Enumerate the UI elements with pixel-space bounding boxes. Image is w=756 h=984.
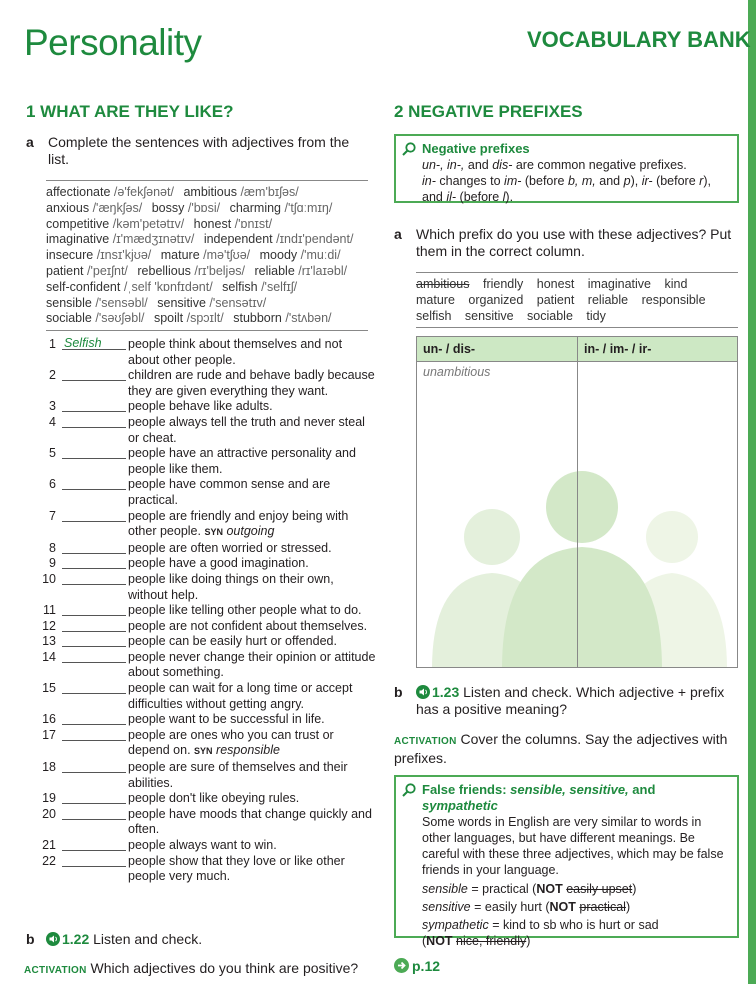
word-list-item [46,232,194,246]
word-pronunciation: /'bɒsi/ [187,200,221,215]
track-number: 1.23 [432,684,460,700]
word: reliable [254,263,295,278]
answer-blank[interactable] [62,838,126,851]
page-reference: p.12 [412,958,441,974]
exercise-1b-instruction: Listen and check. [93,931,203,947]
word-list-item [204,232,354,246]
table-header-un-dis: un- / dis- [417,337,577,361]
word: sensible [46,295,92,310]
sentence-text: people have moods that change quickly and often. [128,806,372,837]
exercise-1a-letter: a [26,134,34,150]
activation-label: ACTIVATION [394,736,457,747]
sentence-number: 18 [42,760,56,775]
sentence-text: people are not confident about themselves. [128,618,368,633]
word-list-item [161,248,250,262]
table-example-entry: unambitious [423,365,491,379]
sentence-row [40,368,376,399]
synonym-word: outgoing [226,524,275,539]
exercise-2b-letter: b [394,684,403,700]
answer-blank[interactable] [62,712,126,725]
answer-blank[interactable] [62,368,126,381]
word-list-item [157,296,266,310]
sentence-row [40,603,376,619]
answer-blank[interactable] [62,681,126,694]
sentence-number: 5 [49,446,56,461]
word-pronunciation: /'stʌbən/ [285,311,332,326]
word-list-item [260,248,341,262]
definition-sympathetic: sympathetic = kind to sb who is hurt or sad [422,918,659,932]
sentence-number: 2 [49,368,56,383]
activation-2 [394,731,740,767]
word-list-item [46,280,213,294]
word-list-item [152,201,220,215]
word-pronunciation: /'sensətɪv/ [209,295,267,310]
sentence-row [40,838,376,854]
word-list-item [46,217,184,231]
table-column-divider [577,337,578,667]
answer-blank[interactable] [62,541,126,554]
synonym-word: responsible [216,743,280,758]
sentence-row [40,399,376,415]
sentence-text: people have common sense and are practical. [128,477,331,507]
adjective-item: selfish [416,309,452,323]
sentence-text: people are ones who you can trust or depend on. [128,727,334,758]
word-pronunciation: /'peɪʃnt/ [87,263,128,278]
word-pronunciation: /ə'fekʃənət/ [113,185,174,199]
word: honest [193,216,232,231]
tip-title: Negative prefixes [422,141,530,156]
answer-blank[interactable] [62,556,126,569]
sentence-text: people have an attractive personality and people like them. [128,446,356,476]
sentence-text: people behave like adults. [128,399,273,414]
word: mature [160,248,200,263]
word-pronunciation: /spɔɪlt/ [186,311,224,326]
sentence-text: people always want to win. [128,838,277,852]
adjective-item: sociable [527,309,573,323]
sentence-row [40,854,376,885]
answer-blank[interactable] [62,477,126,490]
answer-blank[interactable] [62,572,126,585]
word: spoilt [153,311,184,326]
sentence-number: 8 [49,540,56,555]
negative-prefixes-tip [394,134,739,203]
word-list-item [254,264,347,278]
word-pronunciation: /ˌself 'kɒnfɪdənt/ [123,279,213,294]
sentence-row [40,509,376,541]
sentence-row [40,415,376,446]
sentence-row [40,634,376,650]
word-pronunciation: /'selfɪʃ/ [261,279,298,294]
answer-blank[interactable] [62,634,126,647]
word-list-item [222,280,297,294]
word-list-item [230,201,333,215]
prefix-adjective-list [416,272,738,328]
adjective-item: friendly [482,277,524,291]
exercise-2b-instruction: Listen and check. Which adjective + prefix has a positive meaning? [416,684,725,717]
activation-text: Which adjectives do you think are positive? [90,960,359,976]
sentence-text: people show that they love or like other people very much. [128,853,345,884]
word-pronunciation: /kəm'petətɪv/ [112,216,185,231]
sentence-text: people don't like obeying rules. [128,791,300,806]
synonym-label: SYN [204,527,223,538]
answer-blank[interactable] [62,760,126,773]
sentence-row [40,337,376,368]
word: anxious [46,200,90,215]
adjective-item: imaginative [587,277,652,291]
arrow-circle-icon [394,958,409,973]
sentence-row [40,477,376,508]
word: imaginative [46,232,110,247]
word-pronunciation: /rɪ'beljəs/ [194,263,245,278]
sentence-number: 12 [42,618,56,633]
activation-label: ACTIVATION [24,965,87,976]
audio-icon[interactable] [416,685,430,699]
word-pronunciation: /mə'tʃʊə/ [203,248,251,263]
sentence-row [40,728,376,760]
word-list-item [46,264,128,278]
sentence-number: 6 [49,477,56,492]
tip-line-2: in- changes to im- (before b, m, and p), ir- (before r), [422,174,711,188]
tip-line-3: and il- (before l). [422,190,514,204]
activation-1 [24,960,358,976]
sentence-text: people are often worried or stressed. [128,540,332,555]
word: selfish [222,279,258,294]
sentence-text: people like telling other people what to do. [128,603,362,618]
word: moody [259,248,298,263]
adjective-item: kind [664,277,688,291]
sentence-row [40,619,376,635]
sentence-text: people can be easily hurt or offended. [128,634,337,649]
sentence-number: 7 [49,508,56,523]
sentence-number: 13 [42,634,56,649]
adjective-item: mature [416,293,455,307]
sentence-row [40,791,376,807]
activation-text: Cover the columns. Say the adjectives with prefixes. [394,731,728,766]
answer-blank[interactable] [62,650,126,663]
adjective-item: honest [536,277,575,291]
sentence-row [40,446,376,477]
word: sensitive [157,295,206,310]
exercise-1b-line [46,931,202,947]
word: sociable [46,311,92,326]
sentence-text: people have a good imagination. [128,556,309,571]
adjective-item: patient [536,293,575,307]
exercise-2b-line [416,684,742,718]
magnifier-icon [402,783,416,797]
word: charming [229,200,282,215]
word-list-item [46,296,148,310]
exercise-1b-letter: b [26,931,35,947]
tip-line-1: un-, in-, and dis- are common negative prefixes. [422,158,687,172]
answer-blank[interactable] [62,619,126,632]
word-pronunciation: /ɪ'mædʒɪnətɪv/ [112,232,195,247]
word-pronunciation: /'ɒnɪst/ [234,216,273,231]
word-list-item [194,217,272,231]
sentence-text: people always tell the truth and never steal or cheat. [128,414,365,445]
word: patient [46,263,84,278]
sentence-number: 4 [49,414,56,429]
magnifier-icon [402,142,416,156]
word: rebellious [137,263,191,278]
word-list-item [46,185,174,199]
word-list-item [183,185,298,199]
word-pronunciation: /æm'bɪʃəs/ [240,185,299,199]
definition-sensible: sensible = practical (NOT easily upset) [422,882,637,896]
word-pronunciation: /'sensəbl/ [95,295,148,310]
answer-blank[interactable] [62,509,126,522]
answer-blank[interactable] [62,791,126,804]
word-list-item [46,248,151,262]
answer-blank[interactable] [62,399,126,412]
sentence-text: people want to be successful in life. [128,712,325,727]
sentence-text: people think about themselves and not about other people. [128,337,343,367]
sentence-number: 17 [42,727,56,742]
sentence-number: 19 [42,791,56,806]
answer-blank[interactable] [62,728,126,741]
word-list-item [46,201,142,215]
word-pronunciation: /ɪndɪ'pendənt/ [276,232,354,247]
word: self-confident [46,279,121,294]
sentence-row [40,650,376,681]
sentence-row [40,541,376,557]
false-friends-tip [394,775,739,948]
sentence-text: people never change their opinion or attitude about something. [128,649,376,680]
answer-blank[interactable] [62,854,126,867]
page-reference-link[interactable] [394,958,440,974]
exercise-2a-instruction: Which prefix do you use with these adjectives? Put them in the correct column. [416,226,732,259]
adjective-item: reliable [587,293,629,307]
word-pronunciation: /'tʃɑːmɪŋ/ [284,200,333,215]
word: bossy [151,200,185,215]
table-header-in-im-ir: in- / im- / ir- [578,337,738,361]
sentence-row [40,681,376,712]
sentence-number: 20 [42,806,56,821]
word-pronunciation: /ɪnsɪ'kjʊə/ [96,248,152,263]
track-number: 1.22 [62,931,90,947]
word-pronunciation: /rɪ'laɪəbl/ [298,263,348,278]
sentence-text: people are sure of themselves and their abilities. [128,760,348,790]
exercise-1a-instruction: Complete the sentences with adjectives from the list. [48,134,350,167]
page-title: Personality [24,22,202,63]
synonym-label: SYN [194,746,213,757]
adjective-item: organized [468,293,524,307]
word: competitive [46,216,110,231]
sentence-number: 11 [43,603,56,618]
sentence-number: 15 [42,681,56,696]
definition-sympathetic-note: (NOT nice, friendly) [422,934,531,948]
answer-blank[interactable] [62,415,126,428]
word: affectionate [46,185,111,199]
word: ambitious [183,185,237,199]
answer-blank[interactable] [62,446,126,459]
sentence-number: 3 [49,399,56,414]
tip-body: Some words in English are very similar to words in other languages, but have different meanings. Be careful with these three adjectives, which may be false friends in your language. [422,815,724,877]
section-label: VOCABULARY BANK [527,27,751,52]
word-pronunciation: /'səʊʃəbl/ [95,311,145,326]
sentence-row [40,572,376,603]
answer-blank[interactable] [62,603,126,616]
tip-title: False friends: sensible, sensitive, and sympathetic [422,782,656,813]
adjective-item: ambitious [416,277,470,291]
answer-blank[interactable] [62,807,126,820]
adjective-item: sensitive [464,309,514,323]
sentence-number: 1 [49,337,56,351]
adjective-item: tidy [586,309,606,323]
word-pronunciation: /'muːdi/ [300,248,341,263]
sentence-text: children are rude and behave badly because they are given everything they want. [128,368,375,398]
sentence-row [40,712,376,728]
section-1-heading: 1 WHAT ARE THEY LIKE? [26,102,234,121]
word: insecure [46,248,94,263]
prefix-table [416,336,738,668]
sentence-row [40,760,376,791]
word-list-item [46,311,144,325]
word-list-item [233,311,331,325]
sentence-number: 22 [42,853,56,868]
audio-icon[interactable] [46,932,60,946]
exercise-2a-letter: a [394,226,402,242]
definition-sensitive: sensitive = easily hurt (NOT practical) [422,900,631,914]
sentence-number: 16 [42,712,56,727]
word-pronunciation: /'æŋkʃəs/ [92,200,143,215]
section-2-heading: 2 NEGATIVE PREFIXES [394,102,583,121]
page-edge-bar [748,0,756,984]
sentence-row [40,556,376,572]
sentence-number: 21 [42,838,56,852]
sentence-list [40,337,376,885]
sentence-text: people are friendly and enjoy being with other people. [128,508,349,539]
sentence-number: 10 [42,571,56,586]
word: stubborn [233,311,282,326]
sentence-text: people can wait for a long time or accept difficulties without getting angry. [128,681,353,711]
word: independent [203,232,273,247]
adjective-item: responsible [641,293,706,307]
sentence-number: 9 [49,556,56,571]
adjective-word-list [46,180,368,331]
word-list-item [154,311,224,325]
sentence-row [40,807,376,838]
sentence-number: 14 [42,649,56,664]
word-list-item [137,264,245,278]
answer-blank[interactable]: Selfish [62,337,126,350]
sentence-text: people like doing things on their own, without help. [128,571,334,602]
